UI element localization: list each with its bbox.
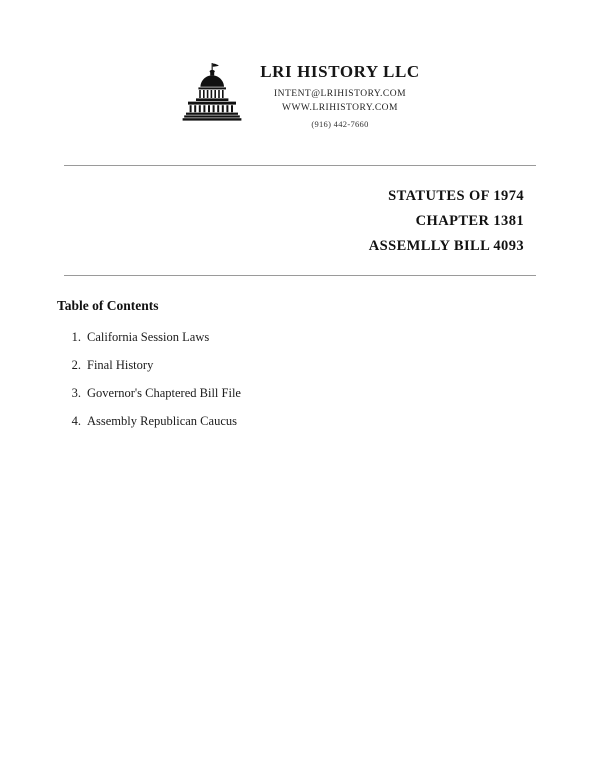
list-item-label: California Session Laws <box>87 330 210 344</box>
capitol-dome-icon <box>180 60 246 126</box>
title-block <box>0 166 600 255</box>
organization-block <box>260 56 420 129</box>
table-of-contents <box>0 276 600 429</box>
statutes-year: STATUTES OF 1974 <box>388 188 524 204</box>
organization-email: INTENT@LRIHISTORY.COM <box>273 89 407 99</box>
list-item-label: Governor's Chaptered Bill File <box>87 386 241 400</box>
list-item <box>87 330 600 345</box>
organization-phone: (916) 442-7660 <box>311 119 369 129</box>
list-item <box>87 358 600 373</box>
organization-website: WWW.LRIHISTORY.COM <box>282 103 398 113</box>
letterhead <box>0 0 600 129</box>
list-item <box>87 386 600 401</box>
table-of-contents-list <box>57 330 600 429</box>
list-item-label: Final History <box>87 358 154 372</box>
list-item-label: Assembly Republican Caucus <box>87 414 237 428</box>
chapter-number: CHAPTER 1381 <box>415 213 524 229</box>
organization-name: LRI HISTORY LLC <box>260 62 420 81</box>
table-of-contents-heading: Table of Contents <box>57 298 159 313</box>
list-item <box>87 414 600 429</box>
bill-number: ASSEMLLY BILL 4093 <box>368 238 524 254</box>
